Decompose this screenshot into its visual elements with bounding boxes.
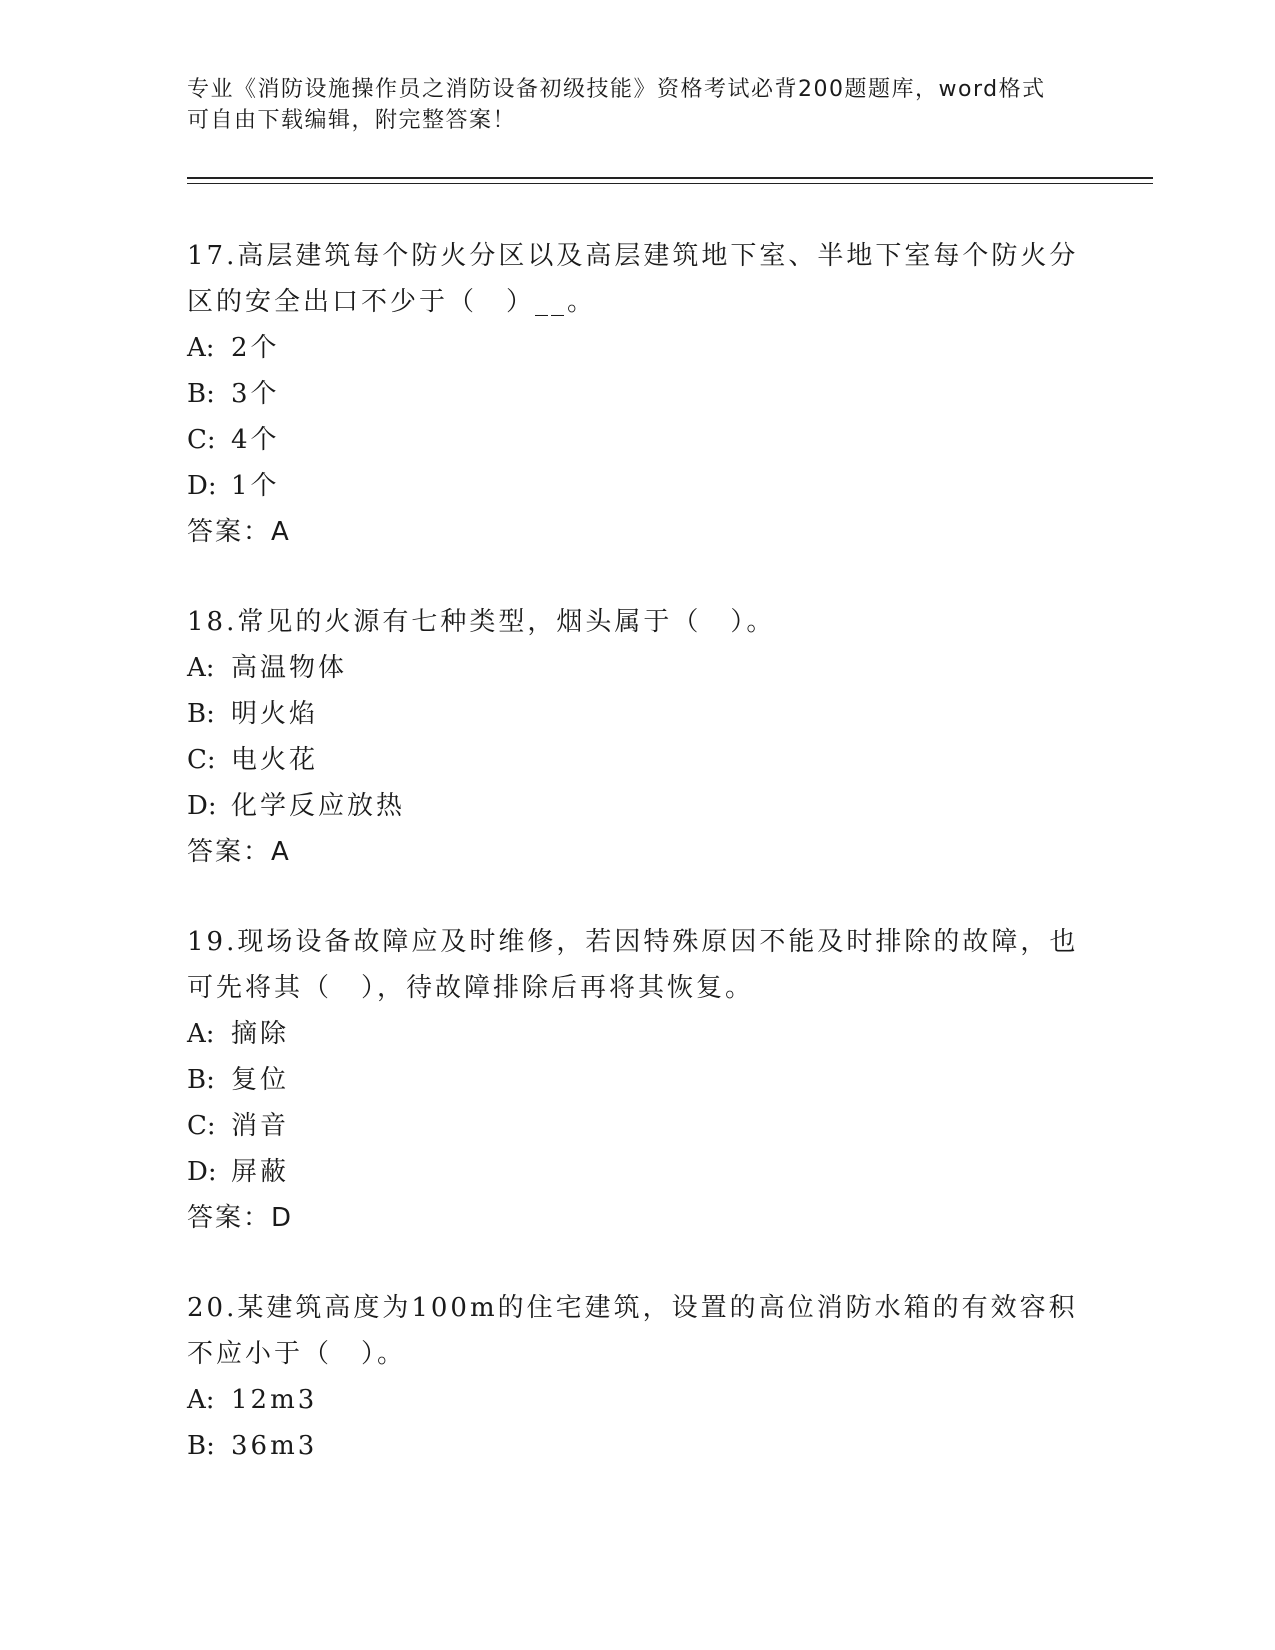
option-text: 明火焰 <box>231 699 319 729</box>
option-b <box>187 691 1087 737</box>
option-a <box>187 645 1087 691</box>
option-letter: C: <box>187 745 216 775</box>
option-text: 3个 <box>231 379 280 409</box>
answer: 答案：A <box>187 517 291 547</box>
option-text: 1个 <box>231 471 280 501</box>
option-d <box>187 1149 1087 1195</box>
header-divider <box>187 177 1153 179</box>
option-d <box>187 783 1087 829</box>
option-letter: B: <box>187 379 215 409</box>
question-text: 19.现场设备故障应及时维修，若因特殊原因不能及时排除的故障，也可先将其（ ），待故障排除后再将其恢复。 <box>187 927 1079 1003</box>
option-text: 4个 <box>231 425 280 455</box>
option-letter: B: <box>187 1065 215 1095</box>
document-header: 专业《消防设施操作员之消防设备初级技能》资格考试必背200题题库，word格式可自由下载编辑，附完整答案！ <box>187 77 1046 133</box>
option-c <box>187 737 1087 783</box>
option-a <box>187 1011 1087 1057</box>
option-text: 屏蔽 <box>231 1157 290 1187</box>
option-letter: C: <box>187 425 216 455</box>
option-b <box>187 1423 1087 1469</box>
answer: 答案：D <box>187 1203 294 1233</box>
question-19 <box>187 919 1087 1241</box>
option-letter: C: <box>187 1111 216 1141</box>
option-a <box>187 1377 1087 1423</box>
question-text: 18.常见的火源有七种类型，烟头属于（ ）。 <box>187 607 776 637</box>
header-divider-thin <box>187 183 1153 184</box>
question-20 <box>187 1285 1087 1469</box>
option-b <box>187 371 1087 417</box>
question-text: 20.某建筑高度为100m的住宅建筑，设置的高位消防水箱的有效容积不应小于（ ）。 <box>187 1293 1078 1369</box>
option-letter: D: <box>187 791 217 821</box>
option-text: 消音 <box>231 1111 290 1141</box>
option-c <box>187 417 1087 463</box>
option-letter: A: <box>187 1385 215 1415</box>
question-17 <box>187 233 1087 555</box>
question-list <box>187 233 1087 1513</box>
option-letter: B: <box>187 1431 215 1461</box>
option-text: 复位 <box>231 1065 290 1095</box>
option-text: 36m3 <box>231 1431 318 1461</box>
option-text: 化学反应放热 <box>231 791 406 821</box>
option-b <box>187 1057 1087 1103</box>
option-text: 12m3 <box>231 1385 318 1415</box>
question-18 <box>187 599 1087 875</box>
option-letter: A: <box>187 1019 215 1049</box>
option-text: 高温物体 <box>231 653 348 683</box>
option-text: 摘除 <box>231 1019 290 1049</box>
option-c <box>187 1103 1087 1149</box>
option-text: 电火花 <box>231 745 319 775</box>
option-letter: A: <box>187 333 215 363</box>
option-a <box>187 325 1087 371</box>
option-text: 2个 <box>231 333 280 363</box>
option-letter: D: <box>187 471 217 501</box>
question-text: 17.高层建筑每个防火分区以及高层建筑地下室、半地下室每个防火分区的安全出口不少于（ ）__。 <box>187 241 1079 317</box>
answer: 答案：A <box>187 837 291 867</box>
option-letter: A: <box>187 653 215 683</box>
option-letter: B: <box>187 699 215 729</box>
option-d <box>187 463 1087 509</box>
option-letter: D: <box>187 1157 217 1187</box>
